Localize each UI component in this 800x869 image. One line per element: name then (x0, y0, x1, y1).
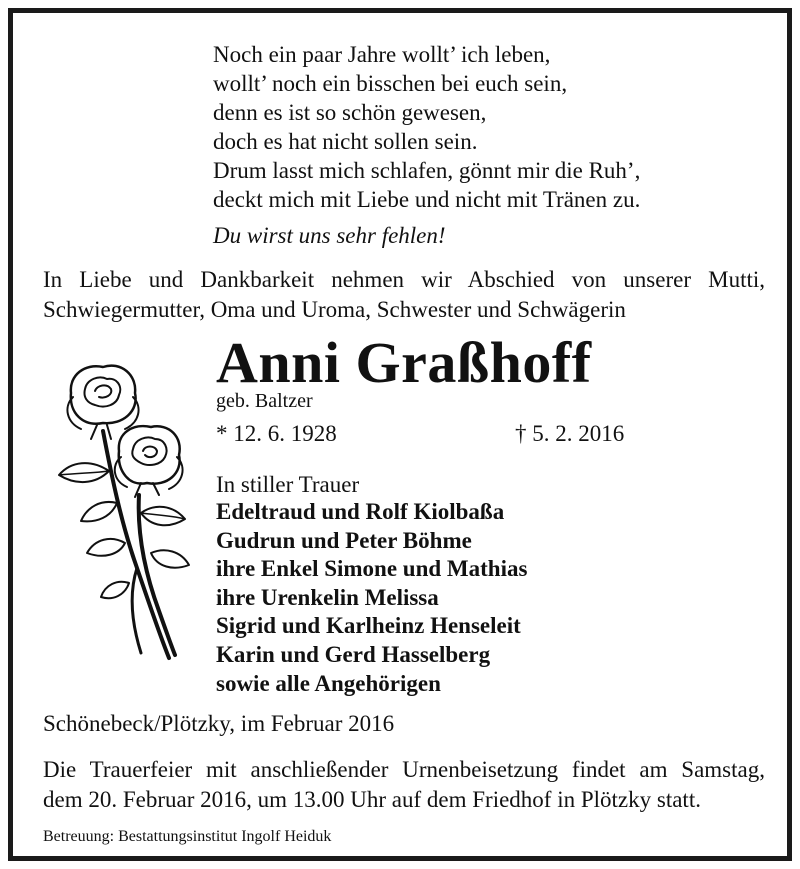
mourners-list (216, 471, 776, 698)
intro-text (43, 265, 765, 325)
mourner-entry: Gudrun und Peter Böhme (216, 527, 472, 553)
poem-line: Noch ein paar Jahre wollt’ ich leben, (213, 42, 551, 67)
undertaker-credit: Betreuung: Bestattungsinstitut Ingolf Heiduk (43, 828, 332, 845)
mourner-entry: Karin und Gerd Hasselberg (216, 641, 491, 667)
poem-line: doch es hat nicht sollen sein. (213, 129, 478, 154)
rose-icon (41, 353, 211, 673)
poem-line: denn es ist so schön gewesen, (213, 100, 487, 125)
ceremony-line: dem 20. Februar 2016, um 13.00 Uhr auf dem Friedhof in Plötzky statt. (43, 787, 701, 812)
deceased-name: Anni Graßhoff (216, 330, 592, 395)
mourner-entry: Edeltraud und Rolf Kiolbaßa (216, 499, 505, 524)
mourners-lead: In stiller Trauer (216, 472, 360, 497)
obituary-frame (8, 8, 792, 861)
mourner-entry: ihre Urenkelin Melissa (216, 584, 439, 610)
mourner-entry: ihre Enkel Simone und Mathias (216, 556, 528, 582)
poem-closing: Du wirst uns sehr fehlen! (213, 223, 446, 248)
ceremony-line: Die Trauerfeier mit anschließender Urnenbeisetzung findet am Samstag, (43, 757, 765, 782)
place-date: Schönebeck/Plötzky, im Februar 2016 (43, 711, 395, 736)
mourner-entry: sowie alle Angehörigen (216, 670, 441, 696)
poem-line: deckt mich mit Liebe und nicht mit Tränen zu. (213, 187, 641, 212)
birth-date: * 12. 6. 1928 (216, 421, 337, 446)
ceremony-text (43, 755, 765, 815)
intro-line: Schwiegermutter, Oma und Uroma, Schwester und Schwägerin (43, 297, 626, 322)
poem-line: wollt’ noch ein bisschen bei euch sein, (213, 71, 568, 96)
maiden-name: geb. Baltzer (216, 390, 313, 412)
mourner-entry: Sigrid und Karlheinz Henseleit (216, 613, 521, 639)
death-date: † 5. 2. 2016 (515, 421, 625, 446)
intro-line: In Liebe und Dankbarkeit nehmen wir Abschied von unserer Mutti, (43, 267, 765, 292)
poem (213, 40, 773, 214)
poem-line: Drum lasst mich schlafen, gönnt mir die Ruh’, (213, 158, 641, 183)
